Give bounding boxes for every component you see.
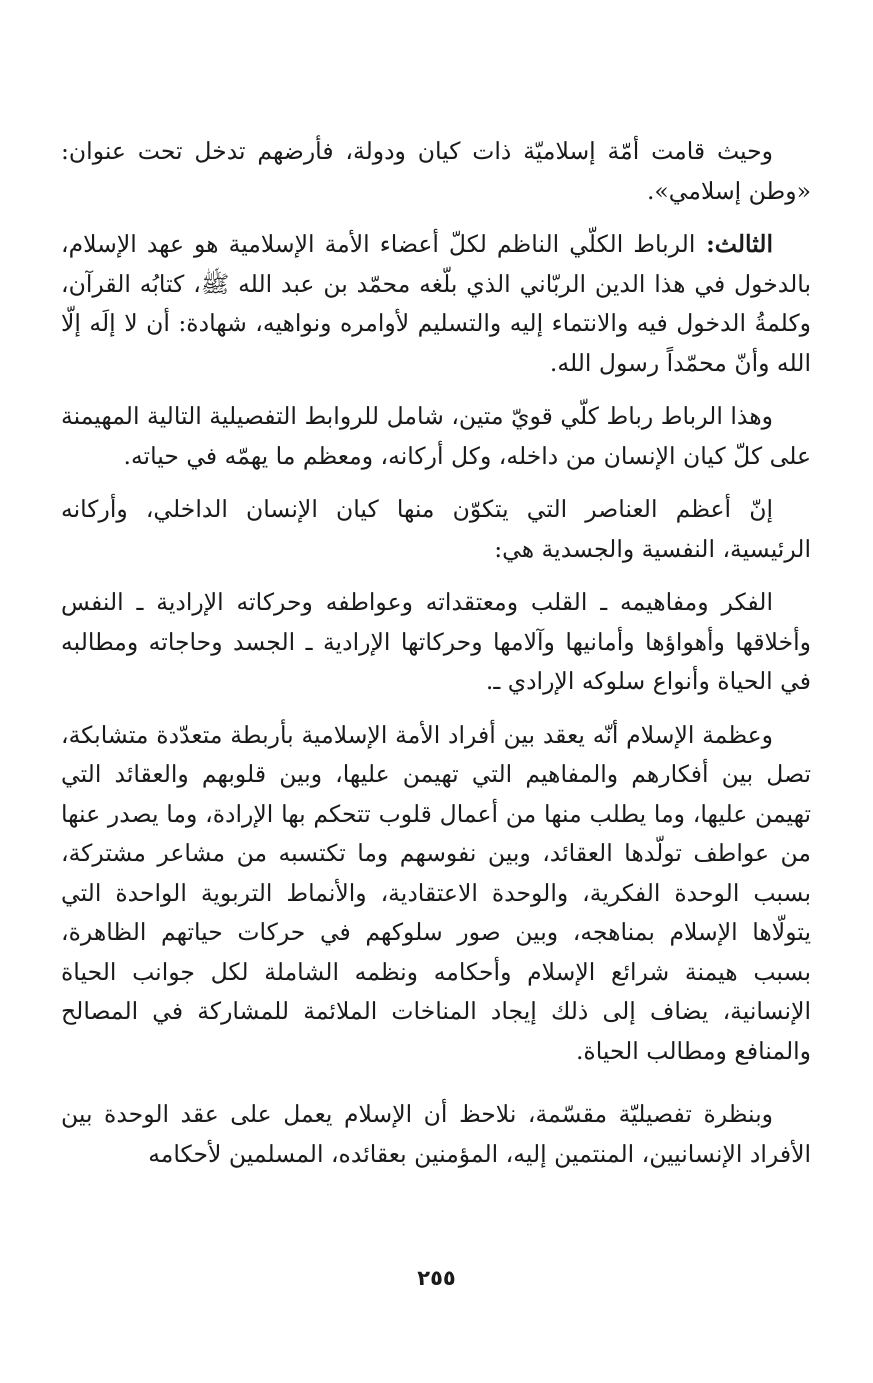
paragraph-3	[61, 397, 811, 476]
paragraph-6-text: وعظمة الإسلام أنّه يعقد بين أفراد الأمة الإسلامية بأربطة متعدّدة متشابكة، تصل بين أفكارهم والمفاهيم التي تهيمن عليها، وبين قلوبهم والعقائد التي تهيمن عليها، وما يطلب منها من أعمال قلوب تتحكم بها الإرادة، وما يصدر عنها من عواطف تولّدها العقائد، وبين نفوسهم وما تكتسبه من مشاعر مشتركة، بسبب الوحدة الفكرية، والوحدة الاعتقادية، والأنماط التربوية الواحدة التي يتولّاها الإسلام بمناهجه، وبين صور سلوكهم في حركات حياتهم الظاهرة، بسبب هيمنة شرائع الإسلام وأحكامه ونظمه الشاملة لكل جوانب الحياة الإنسانية، يضاف إلى ذلك إيجاد المناخات الملائمة للمشاركة في المصالح والمنافع ومطالب الحياة.	[61, 720, 811, 1065]
paragraph-4	[61, 490, 811, 569]
page-number: ٢٥٥	[417, 1266, 456, 1290]
paragraph-5	[61, 583, 811, 702]
paragraph-6	[61, 716, 811, 1072]
paragraph-1-text: وحيث قامت أمّة إسلاميّة ذات كيان ودولة، فأرضهم تدخل تحت عنوان: «وطن إسلامي».	[61, 137, 811, 205]
paragraph-2-lead: الثالث:	[695, 230, 773, 258]
paragraph-2-text: الرباط الكلّي الناظم لكلّ أعضاء الأمة الإسلامية هو عهد الإسلام، بالدخول في هذا الدين الربّاني الذي بلّغه محمّد بن عبد الله ﷺ، كتابُه القرآن، وكلمةُ الدخول فيه والانتماء إليه والتسليم لأوامره ونواهيه، شهادة: أن لا إلَه إلّا الله وأنّ محمّداً رسول الله.	[61, 230, 811, 377]
paragraph-2	[61, 225, 811, 383]
paragraph-7	[61, 1095, 811, 1174]
paragraph-3-text: وهذا الرباط رباط كلّي قويّ متين، شامل للروابط التفصيلية التالية المهيمنة على كلّ كيان الإنسان من داخله، وكل أركانه، ومعظم ما يهمّه في حياته.	[61, 402, 811, 470]
page-body	[61, 132, 811, 1188]
paragraph-5-text: الفكر ومفاهيمه ـ القلب ومعتقداته وعواطفه وحركاته الإرادية ـ النفس وأخلاقها وأهواؤها وأمانيها وآلامها وحركاتها الإرادية ـ الجسد وحاجاته ومطالبه في الحياة وأنواع سلوكه الإرادي ـ.	[61, 588, 811, 695]
paragraph-1	[61, 132, 811, 211]
paragraph-4-text: إنّ أعظم العناصر التي يتكوّن منها كيان الإنسان الداخلي، وأركانه الرئيسية، النفسية والجسدية هي:	[61, 495, 811, 563]
paragraph-7-text: وبنظرة تفصيليّة مقسّمة، نلاحظ أن الإسلام يعمل على عقد الوحدة بين الأفراد الإنسانيين، المنتمين إليه، المؤمنين بعقائده، المسلمين لأحكامه	[61, 1100, 811, 1168]
